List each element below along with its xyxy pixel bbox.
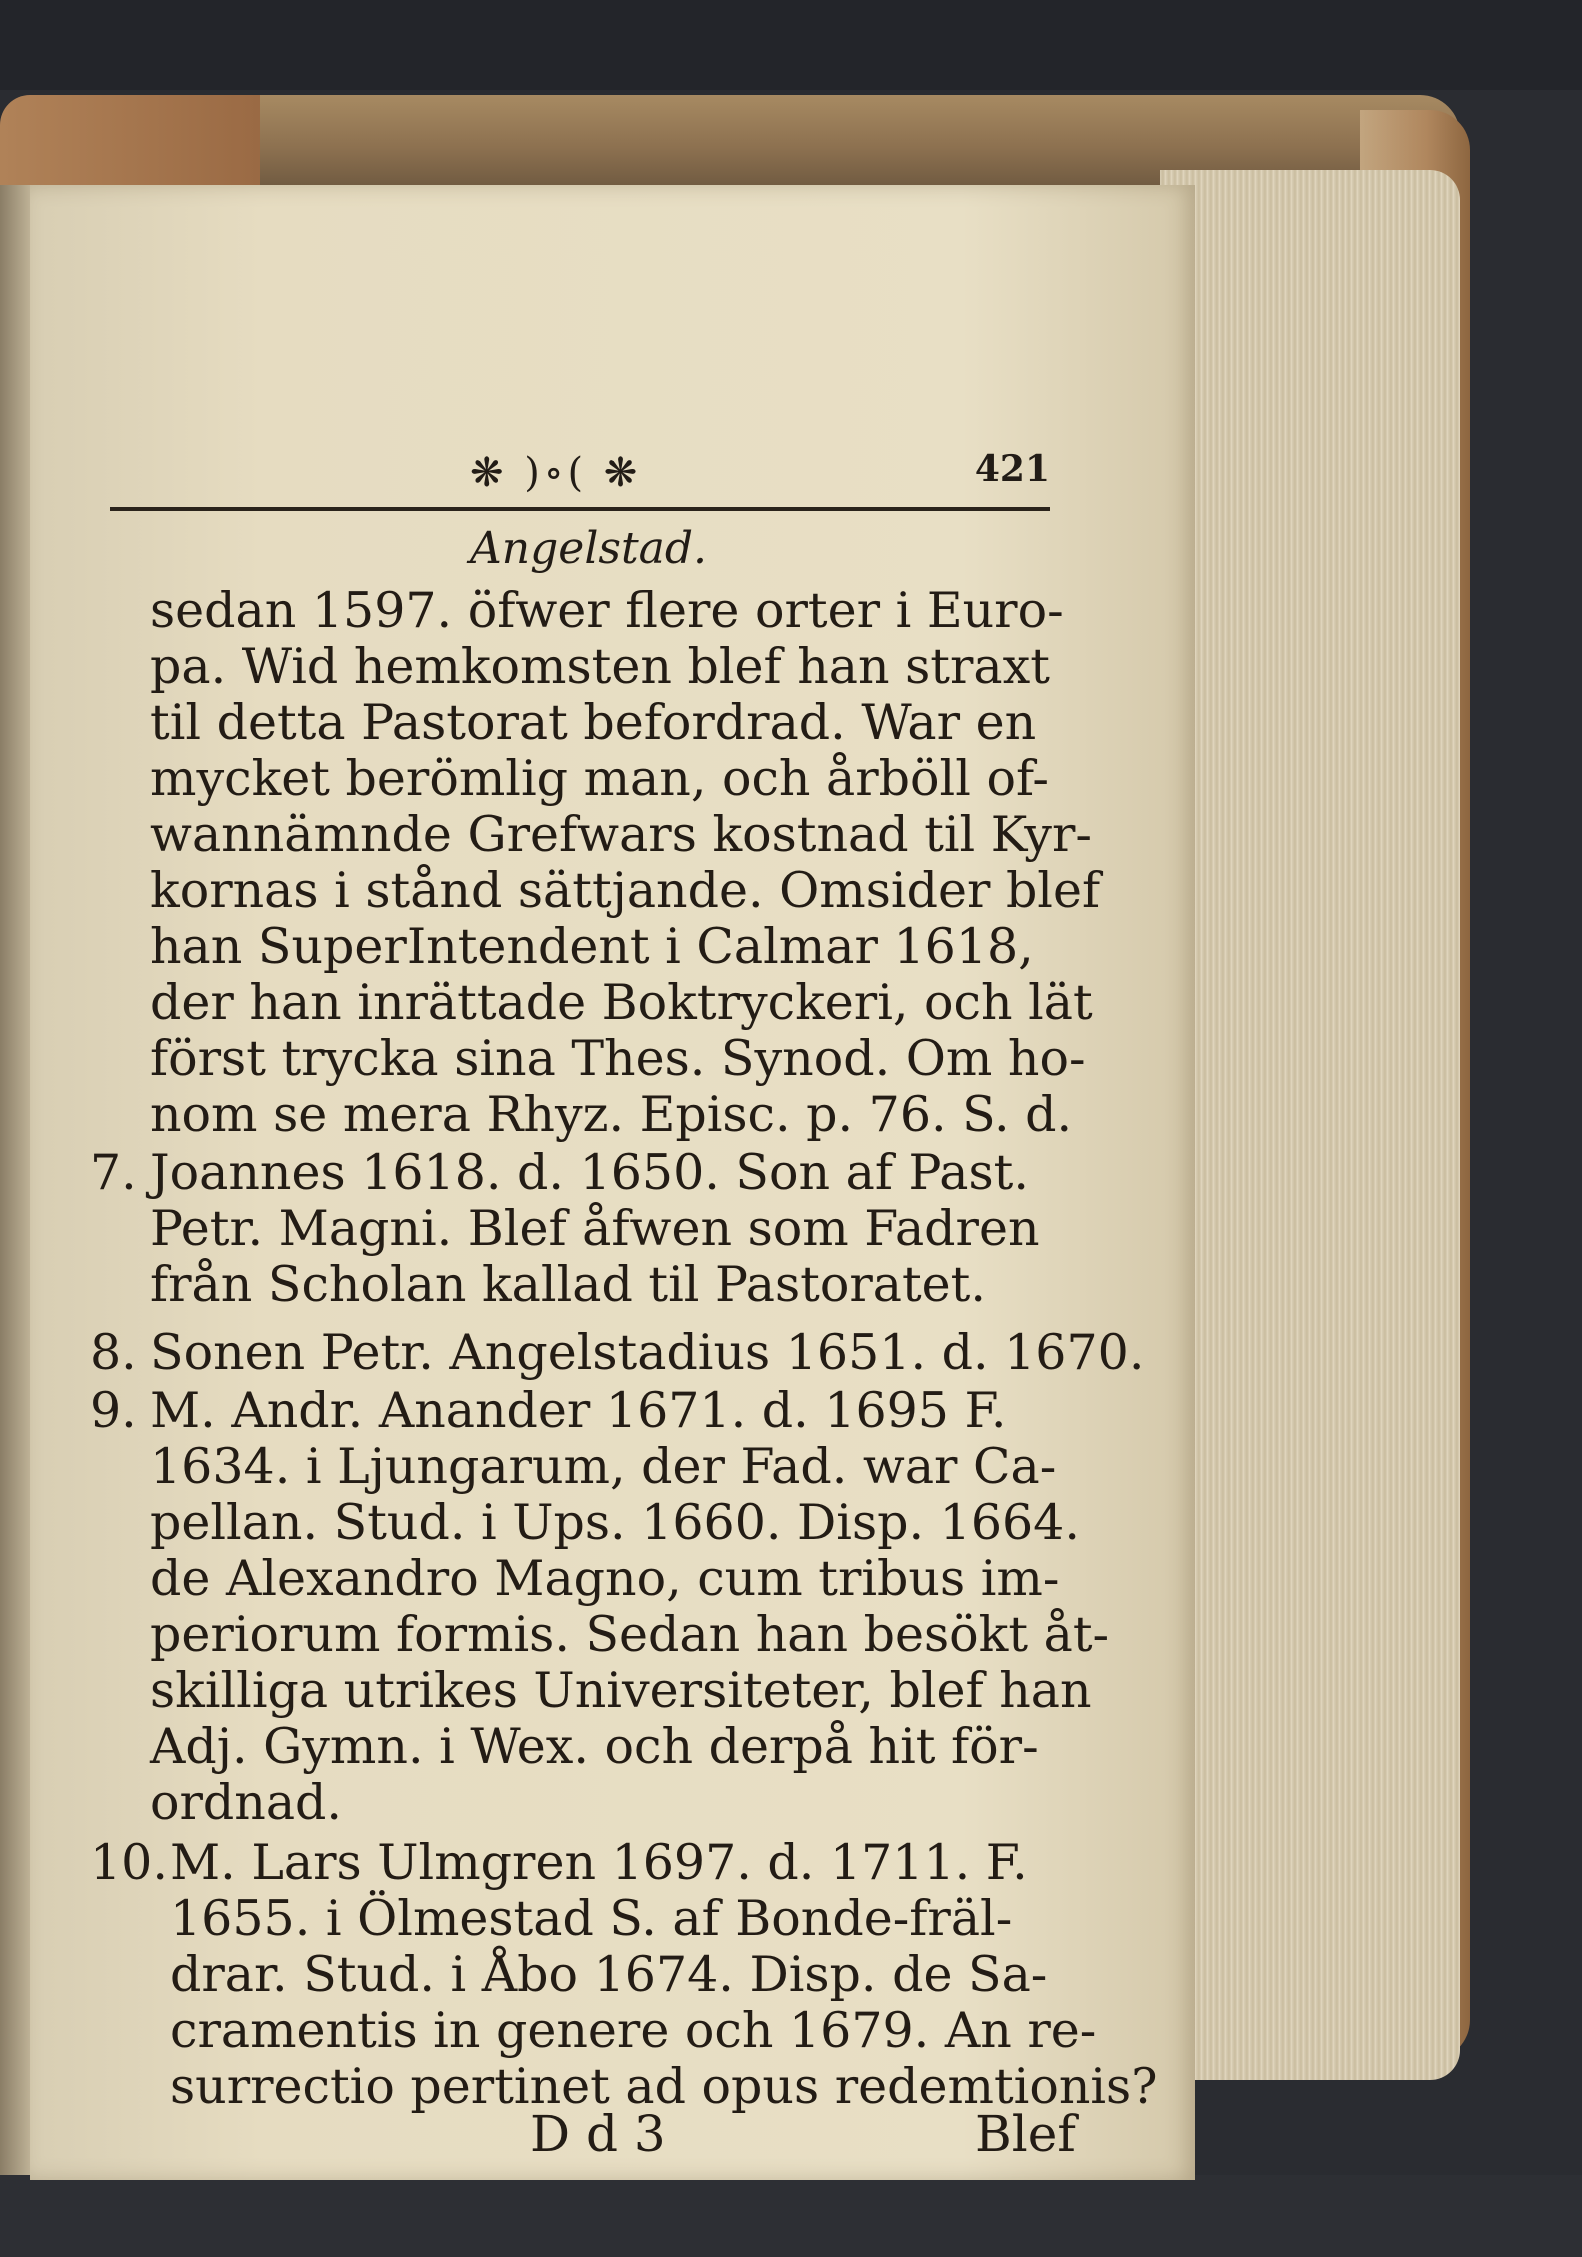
running-head: Angelstad.	[470, 523, 708, 574]
entry-line: pellan. Stud. i Ups. 1660. Disp. 1664.	[150, 1494, 1080, 1551]
header-rule	[110, 507, 1050, 511]
catchword: Blef	[975, 2105, 1076, 2163]
page-header	[110, 450, 1050, 510]
entry-line: cramentis in genere och 1679. An re-	[170, 2002, 1097, 2059]
book-spine-leather	[0, 95, 260, 190]
text-line: först trycka sina Thes. Synod. Om ho-	[150, 1030, 1086, 1087]
background-top	[0, 0, 1582, 90]
text-line: mycket berömlig man, och årböll of-	[150, 750, 1049, 807]
text-line: wannämnde Grefwars kostnad til Kyr-	[150, 806, 1092, 863]
entry-line: drar. Stud. i Åbo 1674. Disp. de Sa-	[170, 1946, 1048, 2003]
text-line: pa. Wid hemkomsten blef han straxt	[150, 638, 1050, 695]
entry-number: 10.	[90, 1834, 168, 1891]
page-edges	[1160, 170, 1460, 2080]
entry-line: periorum formis. Sedan han besökt åt-	[150, 1606, 1110, 1663]
entry-line: M. Andr. Anander 1671. d. 1695 F.	[150, 1382, 1007, 1439]
entry-line: Sonen Petr. Angelstadius 1651. d. 1670.	[150, 1324, 1145, 1381]
entry-line: Petr. Magni. Blef åfwen som Fadren	[150, 1200, 1040, 1257]
background-bottom	[0, 2175, 1582, 2257]
entry-line: 1634. i Ljungarum, der Fad. war Ca-	[150, 1438, 1057, 1495]
entry-line: från Scholan kallad til Pastoratet.	[150, 1256, 986, 1313]
text-line: der han inrättade Boktryckeri, och lät	[150, 974, 1093, 1031]
header-ornament: ❋ )∘( ❋	[470, 450, 642, 496]
entry-line: 1655. i Ölmestad S. af Bonde-fräl-	[170, 1890, 1013, 1947]
entry-number: 8.	[90, 1324, 137, 1381]
entry-line: surrectio pertinet ad opus redemtionis?	[170, 2058, 1158, 2115]
text-line: nom se mera Rhyz. Episc. p. 76. S. d.	[150, 1086, 1073, 1143]
text-line: kornas i stånd sättjande. Omsider blef	[150, 862, 1101, 919]
text-line: til detta Pastorat befordrad. War en	[150, 694, 1037, 751]
entry-line: Adj. Gymn. i Wex. och derpå hit för-	[150, 1718, 1039, 1775]
book-page	[30, 185, 1195, 2180]
entry-line: Joannes 1618. d. 1650. Son af Past.	[150, 1144, 1029, 1201]
entry-line: ordnad.	[150, 1774, 343, 1831]
entry-line: M. Lars Ulmgren 1697. d. 1711. F.	[170, 1834, 1028, 1891]
entry-number: 7.	[90, 1144, 137, 1201]
page-number: 421	[974, 448, 1050, 490]
text-line: sedan 1597. öfwer flere orter i Euro-	[150, 582, 1064, 639]
signature-mark: D d 3	[530, 2105, 666, 2163]
text-line: han SuperIntendent i Calmar 1618,	[150, 918, 1034, 975]
entry-line: skilliga utrikes Universiteter, blef han	[150, 1662, 1092, 1719]
entry-number: 9.	[90, 1382, 137, 1439]
entry-line: de Alexandro Magno, cum tribus im-	[150, 1550, 1060, 1607]
